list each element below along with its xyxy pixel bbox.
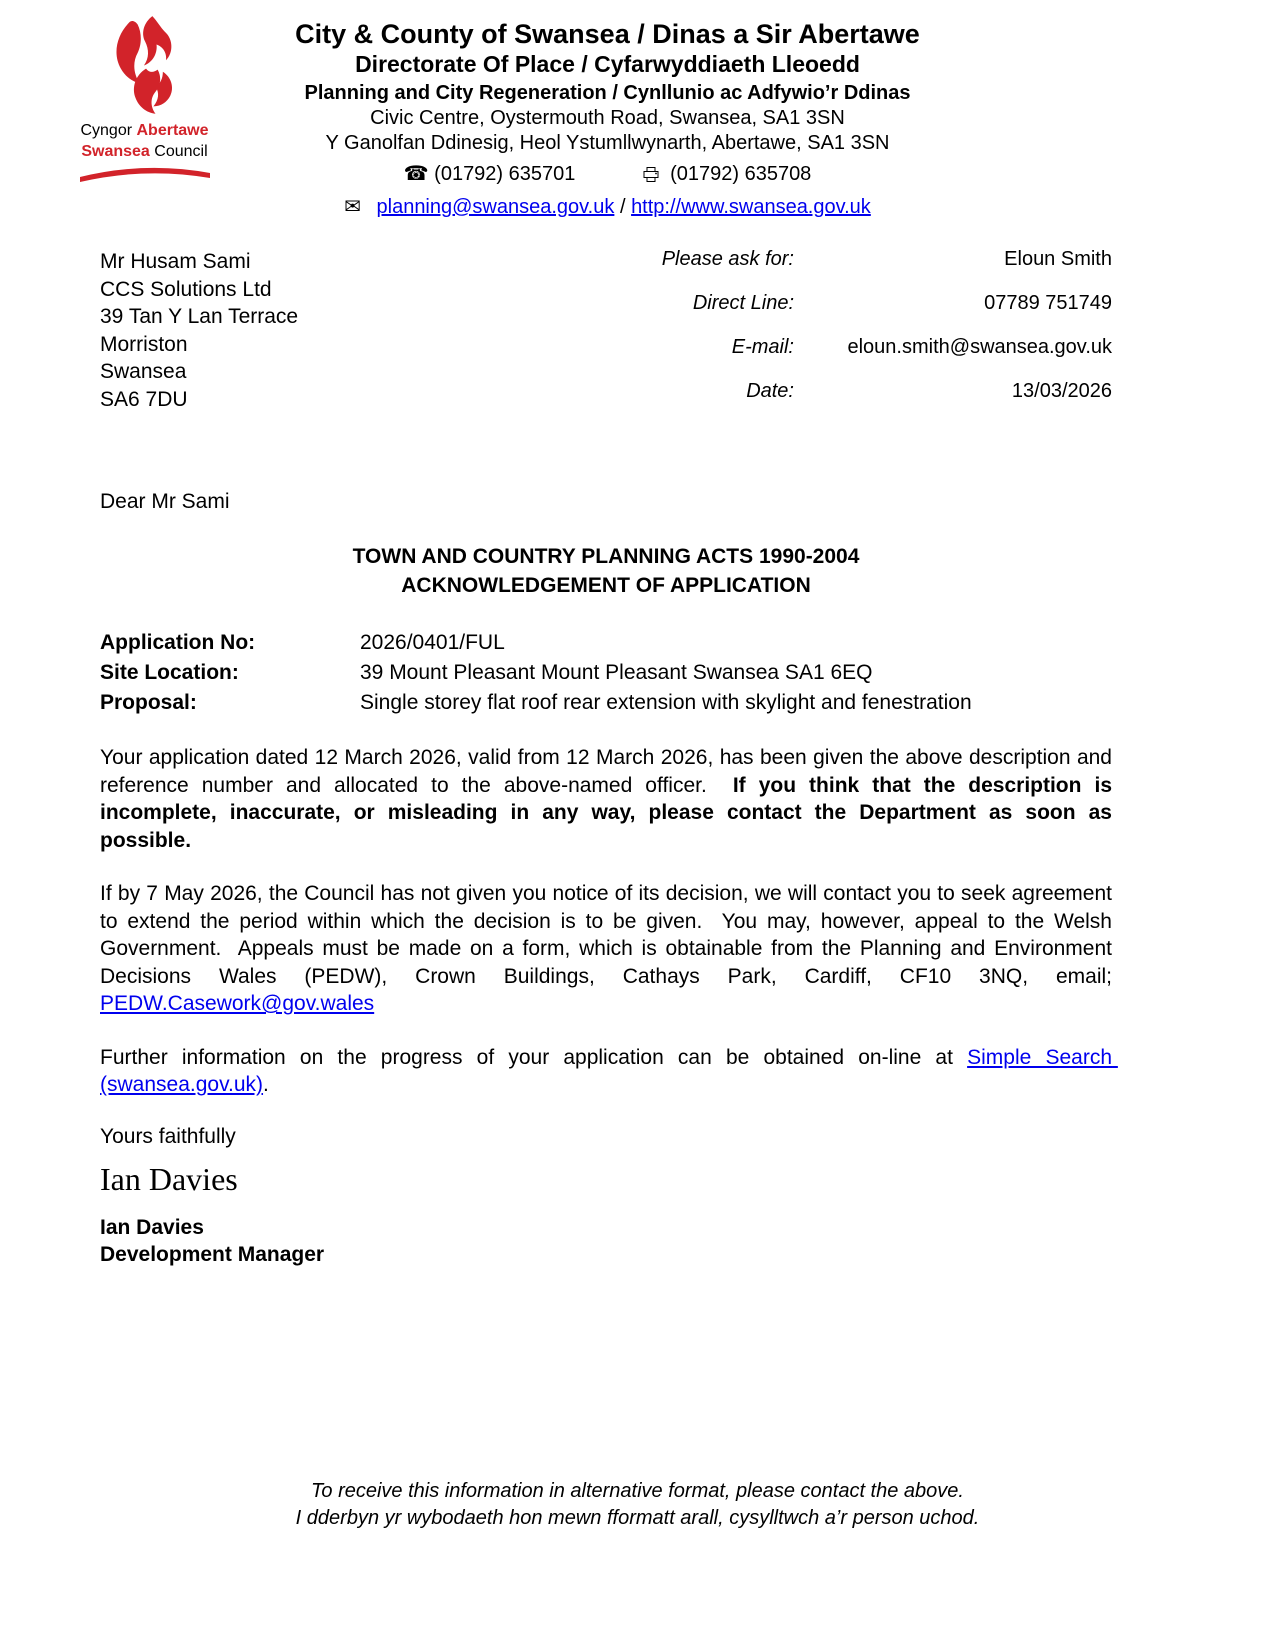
email-label: E-mail: [731,336,794,358]
council-title: City & County of Swansea / Dinas a Sir Abertawe [295,19,920,49]
site-location-row [100,658,1112,688]
logo-text-line1 [72,121,217,140]
sender-title: Development Manager [100,1242,325,1266]
pedw-casework-email-link[interactable]: PEDW.Casework@gov.wales [100,992,375,1015]
logo-cyngor: Cyngor [80,122,137,139]
application-no-row [100,628,1112,658]
application-details [100,628,1112,718]
site-location-label: Site Location: [100,661,239,684]
paragraph-validation [100,744,1118,854]
heading-acts: TOWN AND COUNTRY PLANNING ACTS 1990-2004 [352,545,860,568]
document-heading [100,542,1112,600]
salutation: Dear Mr Sami [100,490,230,513]
site-location-value: 39 Mount Pleasant Mount Pleasant Swansea SA1 6EQ [360,661,873,684]
contact-row-email [588,336,1112,359]
letter-body [100,248,1118,1268]
sender-name: Ian Davies [100,1215,204,1239]
application-no-value: 2026/0401/FUL [360,631,505,654]
proposal-row [100,688,1112,718]
email-web-line [190,193,1025,220]
contact-row-direct-line [588,292,1112,315]
recipient-name: Mr Husam Sami [100,250,251,273]
envelope-icon: ✉ [344,194,361,218]
address-english: Civic Centre, Oystermouth Road, Swansea, SA1 3SN [370,107,845,129]
paragraph-validation-bold: If you think that the description is incomplete, inaccurate, or misleading in any way, please contact the Department as soon as possible. [100,773,1118,852]
recipient-street: 39 Tan Y Lan Terrace [100,305,299,328]
address-block [100,248,1112,424]
direct-line-label: Direct Line: [692,292,794,314]
ask-for-label: Please ask for: [661,248,794,270]
officer-name: Eloun Smith [1004,248,1112,270]
logo-text-line2 [72,142,217,161]
paragraph-validation-text: Your application dated 12 March 2026, valid from 12 March 2026, has been given the above description and reference number and allocated to the above-named officer. [100,746,1118,797]
recipient-district: Morriston [100,332,188,356]
sender-block [100,1214,1112,1268]
logo-swoosh-icon [80,165,210,183]
logo-swansea: Swansea [81,143,150,160]
footer-english: To receive this information in alternative format, please contact the above. [311,1480,964,1502]
council-logo [72,14,217,183]
phone-fax-line [190,160,1025,187]
letter-date: 13/03/2026 [1011,380,1112,402]
proposal-label: Proposal: [100,691,197,714]
fax-icon [643,167,659,182]
planning-email-link[interactable]: planning@swansea.gov.uk [376,196,615,218]
officer-contact-details [588,248,1112,424]
department-title: Planning and City Regeneration / Cynllunio ac Adfywio’r Ddinas [304,82,911,104]
phone-icon: ☎ [403,161,429,185]
proposal-value: Single storey flat roof rear extension with skylight and fenestration [360,691,972,714]
logo-council: Council [149,143,208,160]
recipient-city: Swansea [100,360,187,383]
phone-number: (01792) 635701 [434,163,576,185]
address-welsh: Y Ganolfan Ddinesig, Heol Ystumllwynarth, Abertawe, SA1 3SN [325,132,890,154]
paragraph-further-info [100,1044,1118,1099]
logo-abertawe: Abertawe [136,122,209,139]
direct-line-number: 07789 751749 [984,292,1112,314]
paragraph-further-info-text: Further information on the progress of your application can be obtained on-line at [100,1045,968,1069]
council-website-link[interactable]: http://www.swansea.gov.uk [631,196,871,218]
simple-search-link[interactable]: Simple Search (swansea.gov.uk) [100,1045,1118,1096]
valediction: Yours faithfully [100,1124,236,1148]
heading-acknowledgement: ACKNOWLEDGEMENT OF APPLICATION [401,574,811,597]
link-separator: / [619,196,626,218]
paragraph-further-info-period: . [263,1073,269,1096]
recipient-address [100,248,298,424]
paragraph-decision-period [100,880,1118,1018]
recipient-company: CCS Solutions Ltd [100,277,272,301]
footer-welsh: I dderbyn yr wybodaeth hon mewn fformatt arall, cysylltwch a’r person uchod. [295,1507,980,1529]
date-label: Date: [746,380,794,402]
recipient-postcode: SA6 7DU [100,387,188,411]
application-no-label: Application No: [100,631,256,654]
officer-email: eloun.smith@swansea.gov.uk [847,336,1112,358]
signature: Ian Davies [100,1160,238,1197]
directorate-title: Directorate Of Place / Cyfarwyddiaeth Lleoedd [355,51,860,77]
contact-row-date [588,380,1112,403]
alternative-format-footer [0,1478,1275,1532]
fax-number: (01792) 635708 [670,163,812,185]
phoenix-logo-icon [95,14,195,119]
letterhead [0,0,1275,220]
paragraph-decision-text: If by 7 May 2026, the Council has not given you notice of its decision, we will contact you to seek agreement to extend the period within which the decision is to be given. You may, however, appeal to the Welsh Government. Appeals must be made on a form, which is obtainable from the Planning and Environment Decisions Wales (PEDW), Crown Buildings, Cathays Park, Cardiff, CF10 3NQ, email; [100,882,1118,988]
contact-row-ask [588,248,1112,271]
